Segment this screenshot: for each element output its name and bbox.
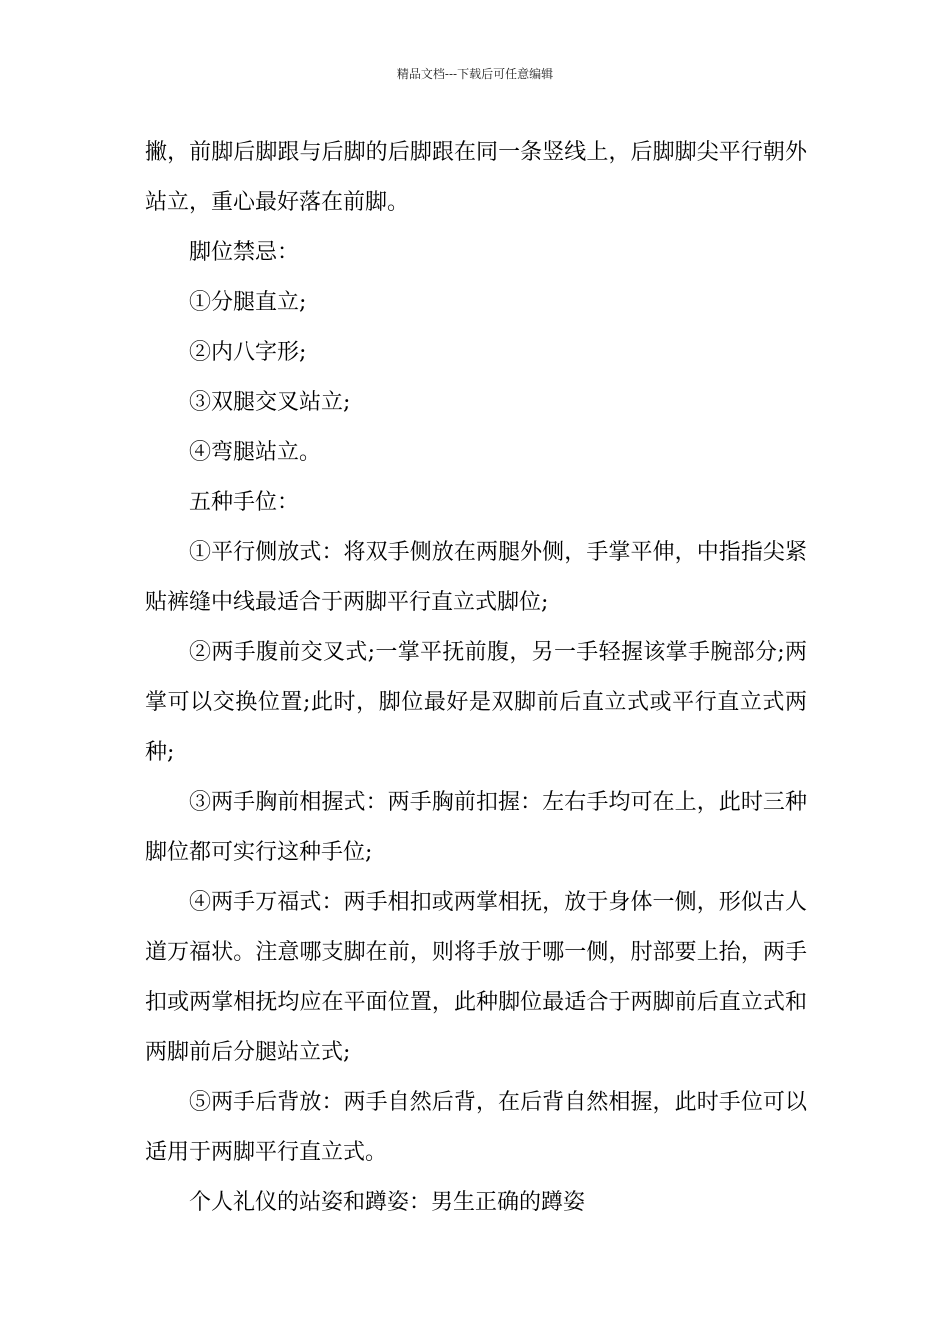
list-item-taboo-1: ①分腿直立; [189, 290, 307, 315]
list-item-hand-position-5: ⑤两手后背放：两手自然后背，在后背自然相握，此时手位可以适用于两脚平行直立式。 [145, 1090, 807, 1165]
paragraph-squat-heading: 个人礼仪的站姿和蹲姿：男生正确的蹲姿 [189, 1190, 586, 1215]
document-body [145, 128, 807, 1228]
page-header: 精品文档---下载后可任意编辑 [396, 67, 554, 81]
paragraph-foot-position-continued: 撇，前脚后脚跟与后脚的后脚跟在同一条竖线上，后脚脚尖平行朝外站立，重心最好落在前脚。 [145, 140, 807, 215]
paragraph-foot-taboos-heading: 脚位禁忌： [189, 240, 300, 265]
paragraph-hand-positions-heading: 五种手位： [189, 490, 300, 515]
list-item-hand-position-3: ③两手胸前相握式：两手胸前扣握：左右手均可在上，此时三种脚位都可实行这种手位; [145, 790, 807, 865]
list-item-taboo-3: ③双腿交叉站立; [189, 390, 351, 415]
list-item-taboo-4: ④弯腿站立。 [189, 440, 322, 465]
list-item-hand-position-4: ④两手万福式：两手相扣或两掌相抚，放于身体一侧，形似古人道万福状。注意哪支脚在前，则将手放于哪一侧，肘部要上抬，两手扣或两掌相抚均应在平面位置，此种脚位最适合于两脚前后直立式和两脚前后分腿站立式; [145, 890, 807, 1065]
list-item-hand-position-1: ①平行侧放式：将双手侧放在两腿外侧，手掌平伸，中指指尖紧贴裤缝中线最适合于两脚平行直立式脚位; [145, 540, 807, 615]
list-item-taboo-2: ②内八字形; [189, 340, 307, 365]
list-item-hand-position-2: ②两手腹前交叉式;一掌平抚前腹，另一手轻握该掌手腕部分;两掌可以交换位置;此时，脚位最好是双脚前后直立式或平行直立式两种; [145, 640, 807, 765]
